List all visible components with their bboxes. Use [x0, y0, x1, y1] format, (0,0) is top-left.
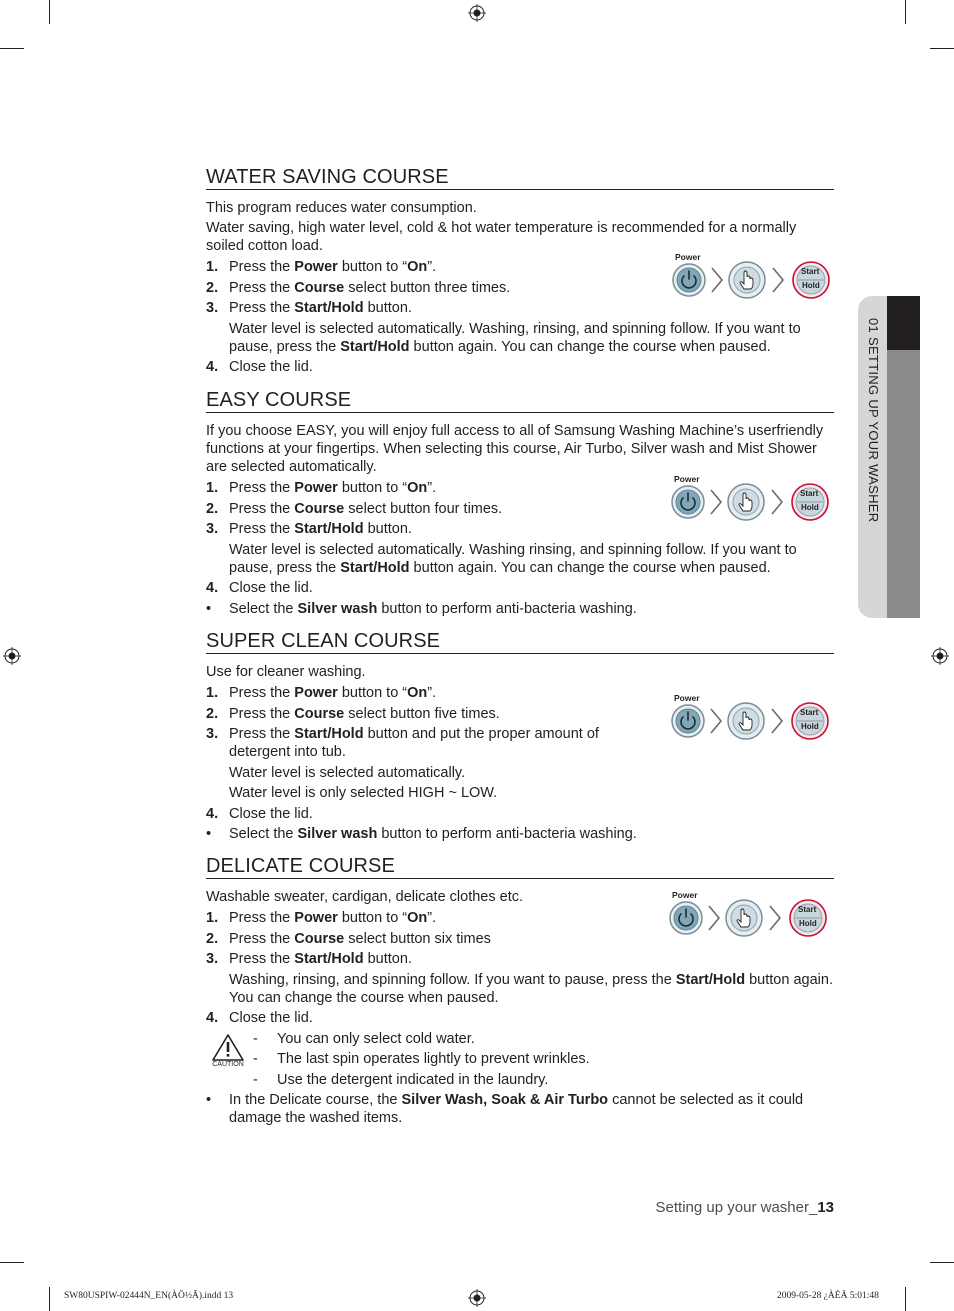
page-number: 13 [817, 1199, 834, 1216]
crop-mark [0, 1262, 24, 1263]
hold-label: Hold [801, 722, 819, 731]
step-note: Water level is selected automatically. Washing, rinsing, and spinning follow. If you want to pause, press the Start/Hold button again. You can change the course when paused. [229, 320, 801, 355]
intro-text: This program reduces water consumption. [206, 200, 477, 216]
button-sequence-illustration [670, 693, 830, 753]
intro-text: Washable sweater, cardigan, delicate clothes etc. [206, 889, 524, 905]
step-item: 4. Close the lid. [206, 1010, 313, 1026]
step-item: 2. Press the Course select button six times [206, 930, 491, 947]
caution-item: - The last spin operates lightly to prevent wrinkles. [253, 1051, 590, 1067]
step-item: 4. Close the lid. [206, 359, 313, 375]
step-note: Water level is selected automatically. Washing rinsing, and spinning follow. If you want to pause, press the Start/Hold button again. You can change the course when paused. [229, 541, 797, 576]
course-button-icon [726, 900, 762, 936]
crop-mark [49, 1287, 50, 1311]
caution-block [206, 1030, 834, 1089]
print-slug-left: SW80USPIW-02444N_EN(ÀÖ½Ã).indd 13 [64, 1291, 234, 1301]
chapter-tab-band [887, 350, 920, 618]
step-item: 4. Close the lid. [206, 580, 313, 596]
step-item: 3. Press the Start/Hold button. [206, 951, 412, 967]
chapter-tab-marker [887, 296, 920, 350]
section-title: DELICATE COURSE [206, 854, 834, 879]
power-button-icon [672, 705, 704, 737]
caution-item: - Use the detergent indicated in the laundry. [253, 1071, 549, 1088]
step-note: Water level is only selected HIGH ~ LOW. [229, 785, 498, 801]
crop-mark [905, 1287, 906, 1311]
course-button-icon [728, 484, 764, 520]
course-button-icon [728, 703, 764, 739]
step-item: 3. Press the Start/Hold button. [206, 521, 412, 537]
section-title: SUPER CLEAN COURSE [206, 629, 834, 654]
crop-mark [49, 0, 50, 24]
hold-label: Hold [801, 503, 819, 512]
chapter-tab-label: 01 SETTING UP YOUR WASHER [866, 318, 881, 523]
chevron-right-icon [770, 906, 780, 930]
hold-label: Hold [802, 281, 820, 290]
step-note: Water level is selected automatically. [229, 764, 466, 781]
button-sequence-illustration [668, 890, 828, 950]
registration-mark-icon [931, 647, 949, 665]
page-footer [656, 1199, 834, 1216]
bullet-item: • Select the Silver wash button to perform anti-bacteria washing. [206, 826, 637, 842]
power-label: Power [672, 890, 698, 900]
chevron-right-icon [772, 490, 782, 514]
step-item: 2. Press the Course select button four times. [206, 500, 503, 517]
registration-mark-icon [468, 1289, 486, 1307]
start-label: Start [801, 267, 820, 276]
power-button-icon [670, 902, 702, 934]
crop-mark [930, 1262, 954, 1263]
chevron-right-icon [711, 490, 721, 514]
print-slug-right: 2009-05-28 ¿ÀÈÄ 5:01:48 [777, 1291, 879, 1301]
crop-mark [930, 48, 954, 49]
step-item: 2. Press the Course select button five times. [206, 705, 500, 722]
step-item: 3. Press the Start/Hold button and put the proper amount of detergent into tub. [206, 726, 599, 760]
power-label: Power [675, 252, 701, 262]
intro-text: Water saving, high water level, cold & hot water temperature is recommended for a normally soiled cotton load. [206, 220, 797, 254]
intro-text: Use for cleaner washing. [206, 664, 366, 680]
footer-text: Setting up your washer_ [655, 1199, 818, 1216]
button-sequence-illustration [671, 252, 831, 312]
start-label: Start [800, 708, 819, 717]
step-item: 3. Press the Start/Hold button. [206, 300, 412, 316]
caution-label: CAUTION [212, 1060, 244, 1068]
button-sequence-illustration [670, 474, 830, 534]
section-title: WATER SAVING COURSE [206, 165, 834, 190]
section-title: EASY COURSE [206, 388, 834, 413]
chevron-right-icon [709, 906, 719, 930]
chevron-right-icon [773, 268, 783, 292]
crop-mark [0, 48, 24, 49]
chevron-right-icon [712, 268, 722, 292]
bullet-item: • In the Delicate course, the Silver Wash, Soak & Air Turbo cannot be selected as it could damage the washed items. [206, 1092, 804, 1126]
chevron-right-icon [711, 709, 721, 733]
bullet-item: • Select the Silver wash button to perform anti-bacteria washing. [206, 600, 637, 617]
step-item: 1. Press the Power button to “On”. [206, 910, 437, 926]
step-item: 1. Press the Power button to “On”. [206, 259, 437, 275]
registration-mark-icon [468, 4, 486, 22]
start-label: Start [798, 905, 817, 914]
caution-item: - You can only select cold water. [253, 1030, 475, 1047]
intro-text: If you choose EASY, you will enjoy full access to all of Samsung Washing Machine’s userfriendly functions at your fingertips. When selecting this course, Air Turbo, Silver wash and Mist Shower are selected automatically. [206, 423, 824, 475]
step-item: 1. Press the Power button to “On”. [206, 685, 437, 701]
chevron-right-icon [772, 709, 782, 733]
power-label: Power [674, 693, 700, 703]
power-button-icon [672, 486, 704, 518]
step-item: 1. Press the Power button to “On”. [206, 480, 437, 496]
step-item: 4. Close the lid. [206, 805, 313, 822]
step-item: 2. Press the Course select button three times. [206, 279, 511, 296]
start-label: Start [800, 489, 819, 498]
step-note: Washing, rinsing, and spinning follow. If you want to pause, press the Start/Hold button again. You can change the course when paused. [229, 971, 833, 1006]
crop-mark [905, 0, 906, 24]
course-button-icon [729, 262, 765, 298]
hold-label: Hold [799, 919, 817, 928]
power-label: Power [674, 474, 700, 484]
power-button-icon [673, 264, 705, 296]
registration-mark-icon [3, 647, 21, 665]
